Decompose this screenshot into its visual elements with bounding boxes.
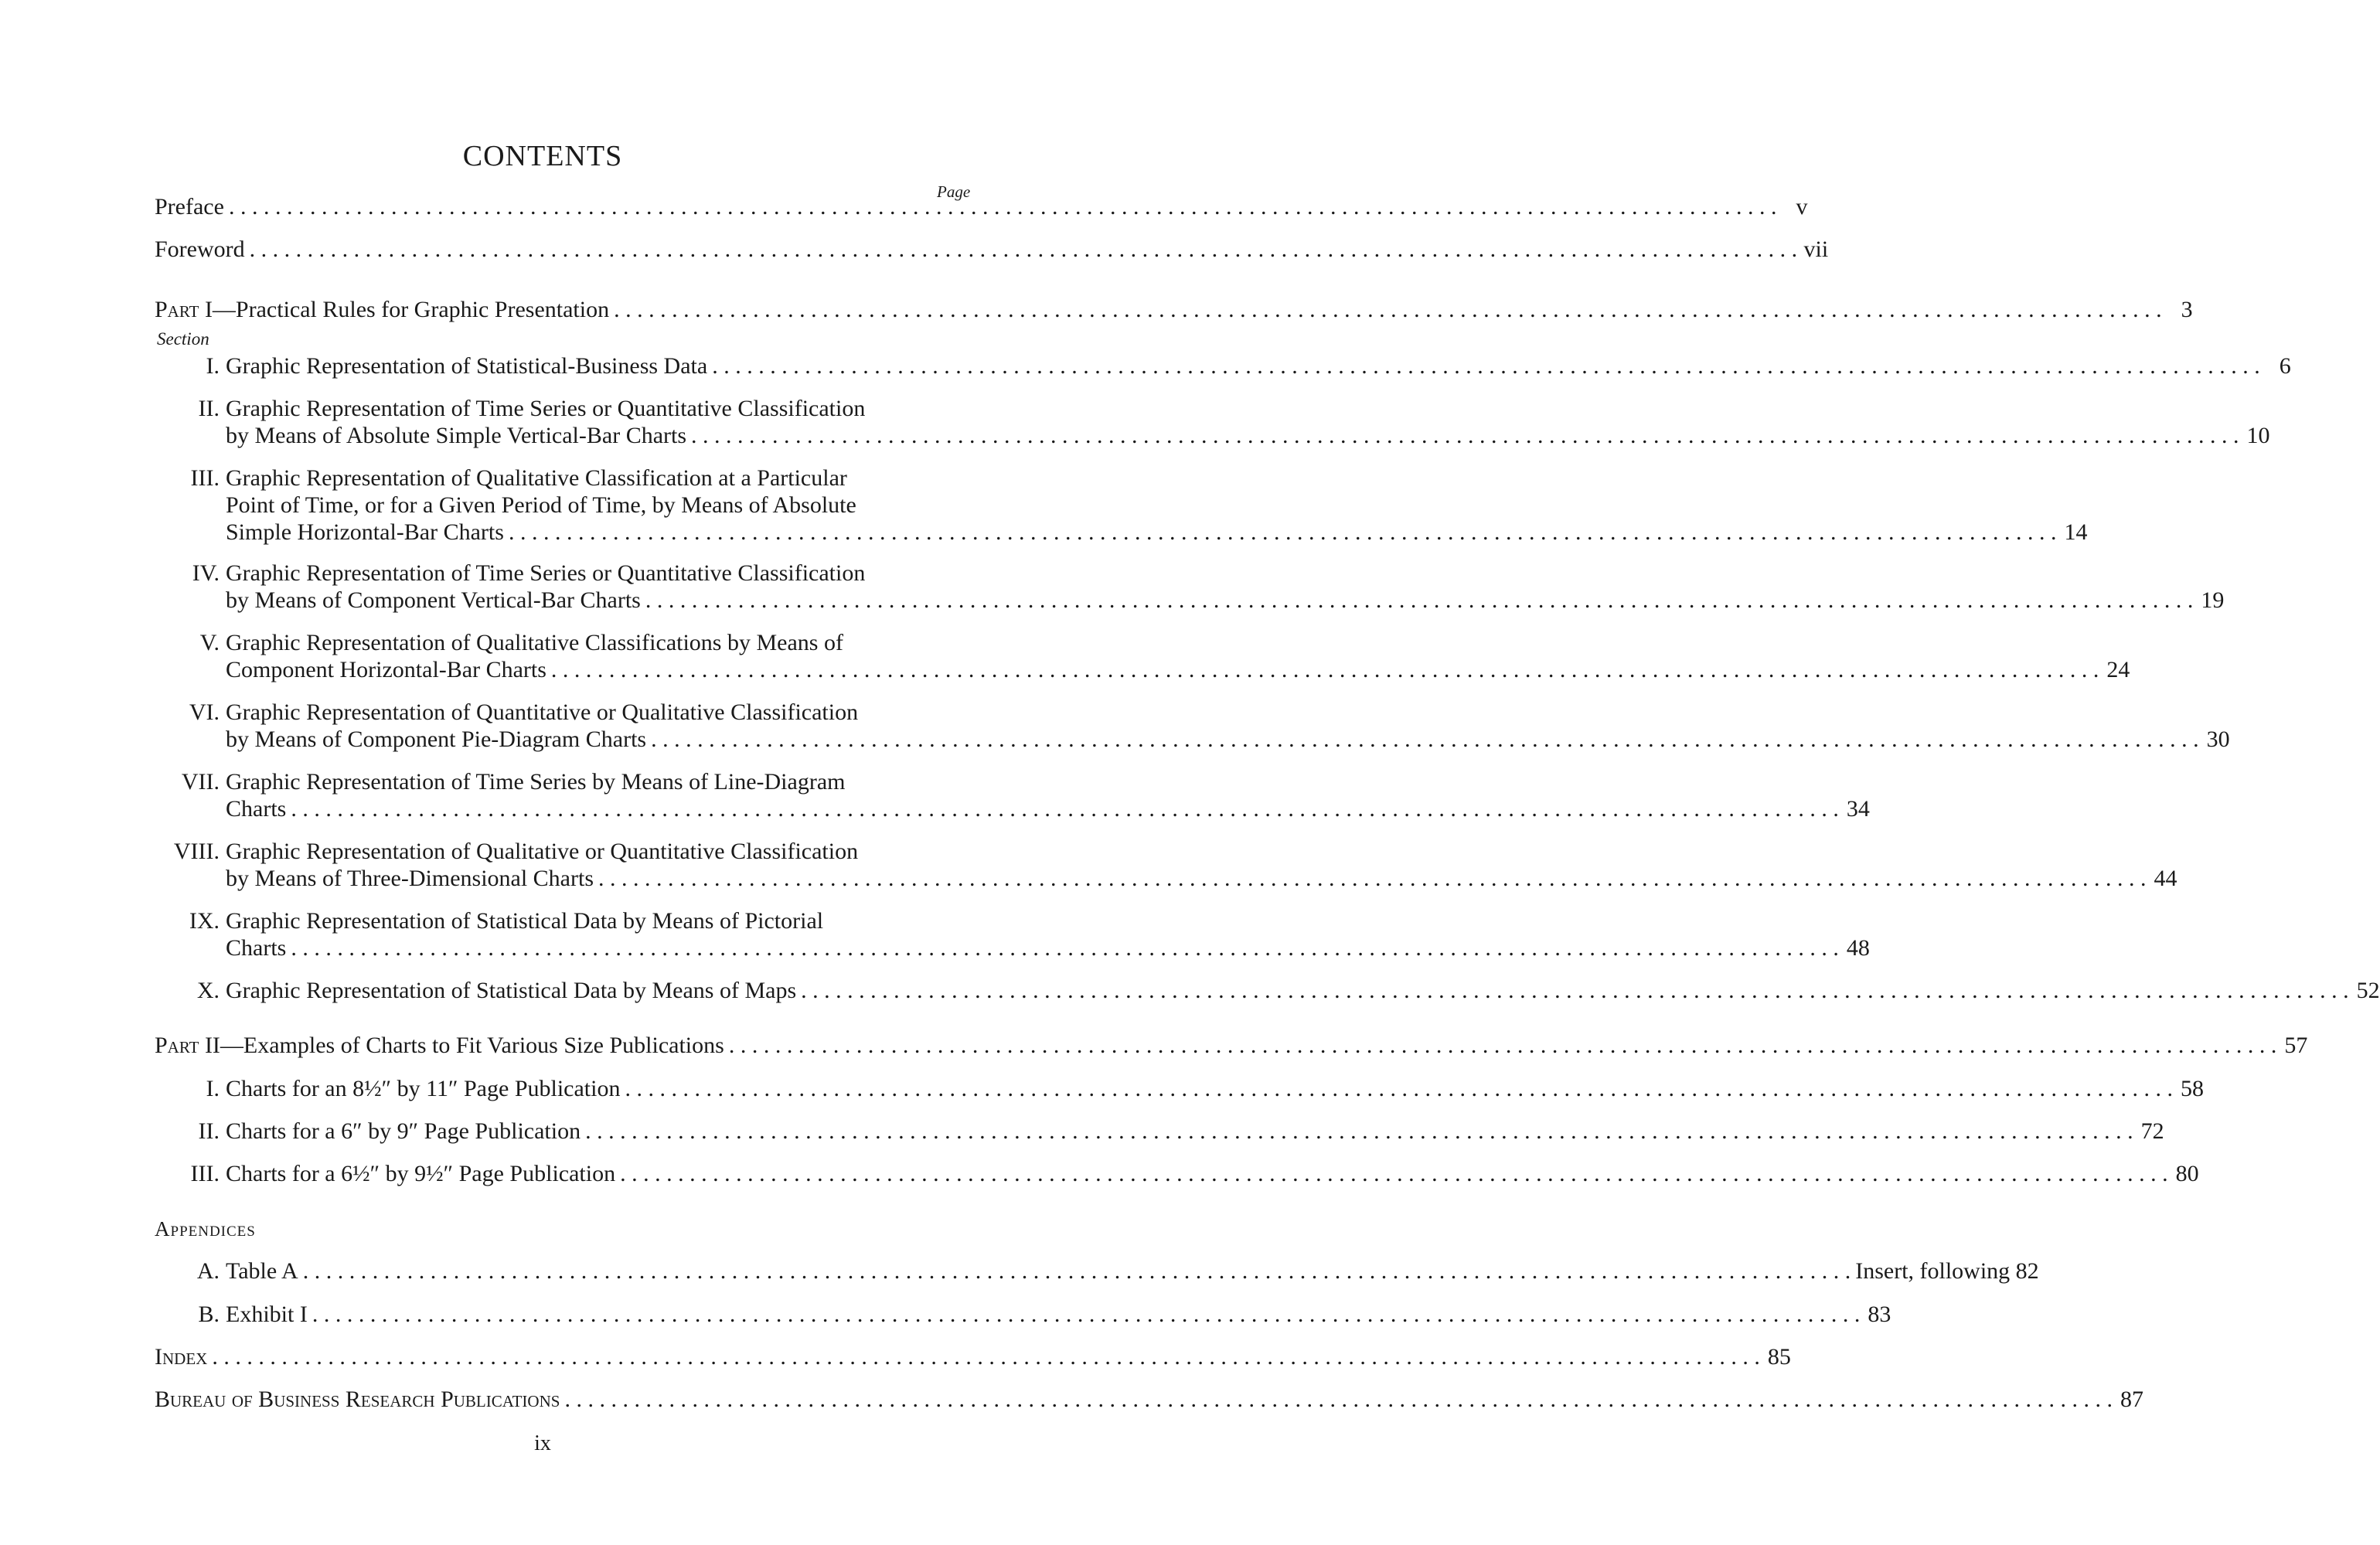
entry-page: 3 [2181, 297, 2193, 322]
section-title-line: Graphic Representation of Statistical Data by Means of Pictorial [226, 908, 824, 934]
section-title-line: Graphic Representation of Statistical Data by Means of Maps [226, 978, 797, 1003]
section-title-line: by Means of Component Vertical-Bar Charts [226, 587, 641, 613]
part-prefix: Part [155, 297, 199, 322]
section-number: VIII. [173, 839, 220, 864]
leader-dots [585, 1118, 2133, 1145]
section-title-line: by Means of Absolute Simple Vertical-Bar Charts [226, 423, 687, 448]
leader-dots [729, 1032, 2277, 1059]
section-title-line: Simple Horizontal-Bar Charts [226, 519, 504, 545]
toc-part2-item[interactable] [155, 1075, 2204, 1102]
leader-dots [312, 1301, 1861, 1328]
entry-title: Bureau of Business Research Publications [155, 1387, 560, 1412]
leader-dots [212, 1343, 1760, 1370]
item-number: B. [198, 1302, 220, 1327]
entry-page: 30 [2206, 727, 2230, 752]
toc-section-entry[interactable] [155, 629, 2130, 683]
item-title: Charts for a 6″ by 9″ Page Publication [226, 1118, 581, 1144]
toc-entry-part-1[interactable] [155, 296, 2193, 323]
leader-dots [712, 352, 2260, 379]
item-number: I. [206, 1076, 220, 1101]
toc-entry-index[interactable] [155, 1343, 1791, 1370]
entry-page: 34 [1846, 796, 1870, 822]
toc-section-entry[interactable] [155, 977, 2380, 1004]
leader-dots [564, 1386, 2113, 1413]
entry-page: 85 [1767, 1344, 1791, 1370]
entry-page: 44 [2154, 866, 2177, 891]
section-title-line: Charts [226, 935, 287, 961]
entry-page: 19 [2201, 587, 2225, 613]
section-number: IX. [189, 908, 220, 934]
toc-entry-preface[interactable] [155, 193, 1808, 220]
page-title: CONTENTS [462, 140, 623, 172]
section-title-line: Graphic Representation of Qualitative or Quantitative Classification [226, 839, 859, 864]
part-title: II—Examples of Charts to Fit Various Size Publications [204, 1033, 724, 1058]
entry-page: 48 [1846, 935, 1870, 961]
section-title-line: Component Horizontal-Bar Charts [226, 657, 546, 682]
section-number: IV. [192, 560, 220, 586]
toc-section-entry[interactable] [155, 768, 1870, 822]
section-number: X. [196, 978, 220, 1003]
section-number: V. [199, 630, 220, 655]
item-title: Exhibit I [226, 1302, 308, 1327]
toc-section-entry[interactable] [155, 395, 2270, 449]
toc-appendix-item[interactable] [155, 1301, 1891, 1328]
toc-section-entry[interactable] [155, 699, 2230, 753]
leader-dots [620, 1160, 2168, 1187]
toc-section-entry[interactable] [155, 907, 1870, 961]
page-folio: ix [534, 1431, 551, 1455]
toc-section-entry[interactable] [155, 465, 2088, 546]
item-number: II. [198, 1118, 220, 1144]
section-title-line: Graphic Representation of Statistical-Business Data [226, 353, 708, 379]
leader-dots [509, 519, 2057, 546]
section-title-line: Graphic Representation of Time Series or Quantitative Classification [226, 396, 866, 421]
toc-section-entry[interactable] [155, 838, 2177, 892]
entry-page: 72 [2140, 1118, 2164, 1144]
section-title-line: Graphic Representation of Qualitative Classification at a Particular [226, 465, 847, 491]
section-label: Section [157, 329, 209, 349]
toc-appendix-item[interactable] [155, 1257, 2039, 1285]
toc-section-entry[interactable] [155, 560, 2225, 614]
toc-entry-bureau[interactable] [155, 1386, 2143, 1413]
item-title: Table A [226, 1258, 298, 1284]
page-column-label: Page [937, 182, 971, 201]
leader-dots [801, 977, 2349, 1004]
section-title-line: by Means of Component Pie-Diagram Charts [226, 727, 647, 752]
toc-section-entry[interactable] [155, 352, 2291, 379]
leader-dots [250, 236, 1798, 263]
section-number: I. [206, 353, 220, 379]
toc-part2-item[interactable] [155, 1118, 2164, 1145]
section-title-line: by Means of Three-Dimensional Charts [226, 866, 594, 891]
entry-page: 10 [2246, 423, 2270, 448]
item-title: Charts for a 6½″ by 9½″ Page Publication [226, 1161, 616, 1186]
leader-dots [691, 422, 2239, 449]
toc-entry-part-2[interactable] [155, 1032, 2308, 1059]
leader-dots [651, 726, 2199, 753]
appendices-heading: Appendices [155, 1217, 256, 1240]
entry-title: Preface [155, 194, 224, 219]
entry-title: Foreword [155, 237, 245, 262]
section-title-line: Point of Time, or for a Given Period of Time, by Means of Absolute [226, 492, 856, 518]
entry-page: 6 [2279, 353, 2291, 379]
entry-page: 80 [2175, 1161, 2199, 1186]
entry-page: 14 [2064, 519, 2088, 545]
item-number: A. [196, 1258, 220, 1284]
entry-title: Index [155, 1344, 208, 1370]
leader-dots [303, 1257, 1851, 1285]
section-title-line: Charts [226, 796, 287, 822]
entry-page: 83 [1868, 1302, 1891, 1327]
section-number: III. [190, 465, 220, 491]
toc-entry-foreword[interactable] [155, 236, 1829, 263]
leader-dots [291, 934, 1839, 961]
leader-dots [291, 795, 1839, 822]
section-title-line: Graphic Representation of Time Series by Means of Line-Diagram [226, 769, 846, 795]
item-number: III. [190, 1161, 220, 1186]
entry-page: 57 [2284, 1033, 2308, 1058]
leader-dots [645, 587, 2194, 614]
entry-page: Insert, following 82 [1855, 1258, 2039, 1284]
entry-title [155, 296, 609, 323]
section-title-line: Graphic Representation of Time Series or Quantitative Classification [226, 560, 866, 586]
section-title-line: Graphic Representation of Quantitative or Qualitative Classification [226, 699, 859, 725]
entry-page: 52 [2356, 978, 2380, 1003]
entry-page: 24 [2106, 657, 2130, 682]
entry-title [155, 1032, 724, 1059]
section-number: VII. [181, 769, 220, 795]
toc-part2-item[interactable] [155, 1160, 2199, 1187]
section-number: II. [198, 396, 220, 421]
leader-dots [229, 193, 1777, 220]
part-title: I—Practical Rules for Graphic Presentation [204, 297, 610, 322]
section-number: VI. [189, 699, 220, 725]
entry-page: vii [1803, 237, 1829, 262]
leader-dots [551, 656, 2099, 683]
entry-page: v [1796, 194, 1808, 219]
leader-dots [625, 1075, 2173, 1102]
section-title-line: Graphic Representation of Qualitative Classifications by Means of [226, 630, 843, 655]
leader-dots [598, 865, 2147, 892]
part-prefix: Part [155, 1033, 199, 1058]
entry-page: 58 [2180, 1076, 2204, 1101]
entry-page: 87 [2120, 1387, 2143, 1412]
leader-dots [614, 296, 2162, 323]
item-title: Charts for an 8½″ by 11″ Page Publication [226, 1076, 621, 1101]
